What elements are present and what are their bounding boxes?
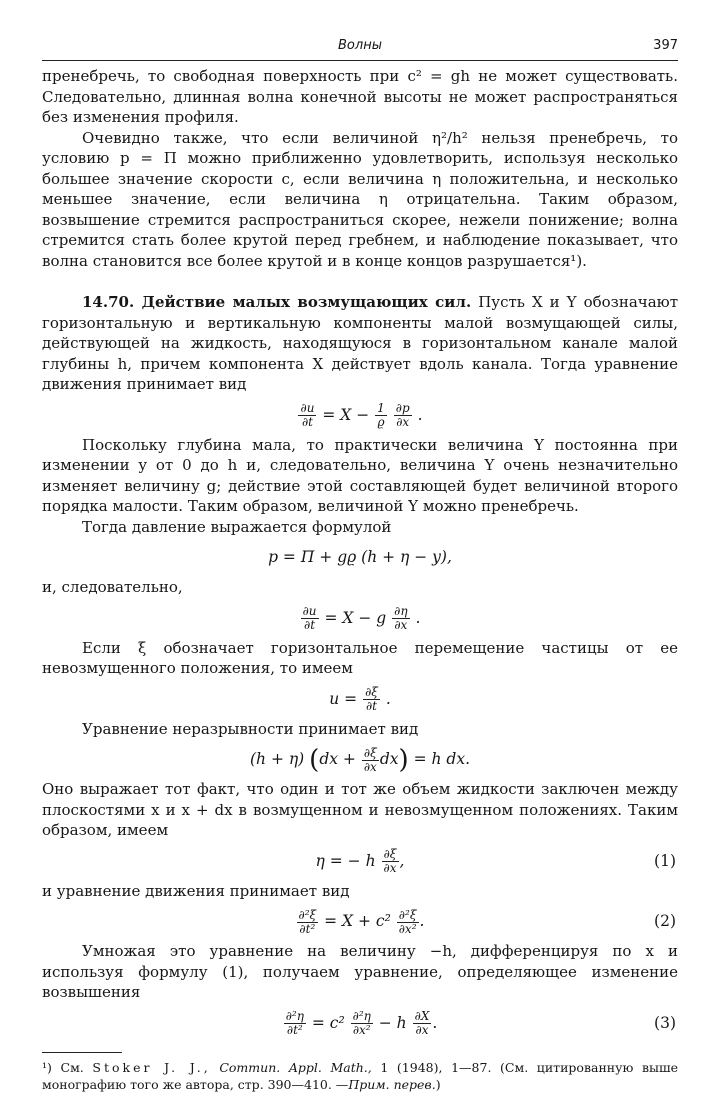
running-title: Волны xyxy=(338,38,382,53)
paragraph-6: Если ξ обозначает горизонтальное перемещение частицы от ее невозмущенного положения, то имеем xyxy=(42,638,678,677)
page xyxy=(42,0,678,1105)
equation-number-1: (1) xyxy=(654,851,676,870)
paragraph-10: Умножая это уравнение на величину −h, дифференцируя по x и используя формулу (1), получаем уравнение, определяющее изменение возвышения xyxy=(42,942,678,1001)
paragraph-2: Очевидно также, что если величиной η²/h² нельзя пренебречь, то условию p = Π можно приближенно удовлетворить, используя несколько большее значение скорости c, если величина η положительна, и несколько меньшее значение, если величина η отрицательна. Таким образом, возвышение стремится распространиться скорее, нежели понижение; волна стремится стать более крутой перед гребнем, и наблюдение показывает, что волна становится все более крутой и в конце концов разрушается¹). xyxy=(42,128,678,270)
formula-4: u = $\frac{\partial\xi}{\partial t}$ . xyxy=(329,685,391,713)
paragraph-1: пренебречь, то свободная поверхность при c² = gh не может существовать. Следовательно, длинная волна конечной высоты не может распространяться без изменения профиля. xyxy=(42,67,678,126)
main-text xyxy=(42,66,678,1093)
formula-6: η = − h $\frac{\partial\xi}{\partial x}$ , (1) xyxy=(42,844,678,878)
paragraph-5: и, следовательно, xyxy=(42,578,183,596)
formula-5: (h + η) (dx + $\frac{\partial\xi}{\partial x}$ dx) = h dx. xyxy=(250,745,470,775)
page-number: 397 xyxy=(653,38,678,53)
footnote-rule xyxy=(42,1052,122,1053)
formula-2: p = Π + gϱ (h + η − y), xyxy=(268,548,452,566)
formula-7: $\frac{\text{∂²ξ}}{\text{∂t²}}$ = X + c² $\frac{\text{∂²ξ}}{\text{∂x²}}$ . (2) xyxy=(42,904,678,938)
section-14-70 xyxy=(42,292,678,395)
section-text: Пусть X и Y обозначают горизонтальную и вертикальную компоненты малой возмущающей силы, действующей на жидкость, находящуюся в горизонтальном канале малой глубины h, причем компонента X действует вдоль канала. Тогда уравнение движения принимает вид xyxy=(42,293,679,393)
footnote: ¹) См. Stoker J. J., Commun. Appl. Math., 1 (1948), 1—87. (См. цитированную выше монографию того же автора, стр. 390—410. —Прим. перев.) xyxy=(42,1059,678,1092)
running-header xyxy=(42,38,678,58)
paragraph-7: Уравнение неразрывности принимает вид xyxy=(82,719,419,738)
equation-number-3: (3) xyxy=(654,1013,676,1032)
header-rule xyxy=(42,60,678,61)
formula-8: $\frac{\text{∂²η}}{\text{∂t²}}$ = c² $\frac{\text{∂²η}}{\text{∂x²}}$ − h $\frac{\partial X}{\partial x}$ . (3) xyxy=(42,1006,678,1040)
section-heading: 14.70. Действие малых возмущающих сил. xyxy=(82,293,472,311)
formula-3: $\frac{\partial u}{\partial t}$ = X − g $\frac{\partial\eta}{\partial x}$ . xyxy=(302,604,421,632)
paragraph-4: Тогда давление выражается формулой xyxy=(82,517,392,536)
paragraph-9: и уравнение движения принимает вид xyxy=(42,881,350,900)
paragraph-3: Поскольку глубина мала, то практически величина Y постоянна при изменении y от 0 до h и, следовательно, величина Y очень незначительно изменяет величину g; действие этой составляющей будет величиной второго порядка малости. Таким образом, величиной Y можно пренебречь. xyxy=(42,435,678,515)
equation-number-2: (2) xyxy=(654,912,676,930)
formula-1: $\frac{\partial u}{\partial t}$ = X − $\frac{1}{ϱ}$ $\frac{\partial p}{\partial x}$ . xyxy=(300,401,423,429)
paragraph-8: Оно выражает тот факт, что один и тот же объем жидкости заключен между плоскостями x и x + dx в возмущенном и невозмущенном положениях. Таким образом, имеем xyxy=(42,780,678,839)
